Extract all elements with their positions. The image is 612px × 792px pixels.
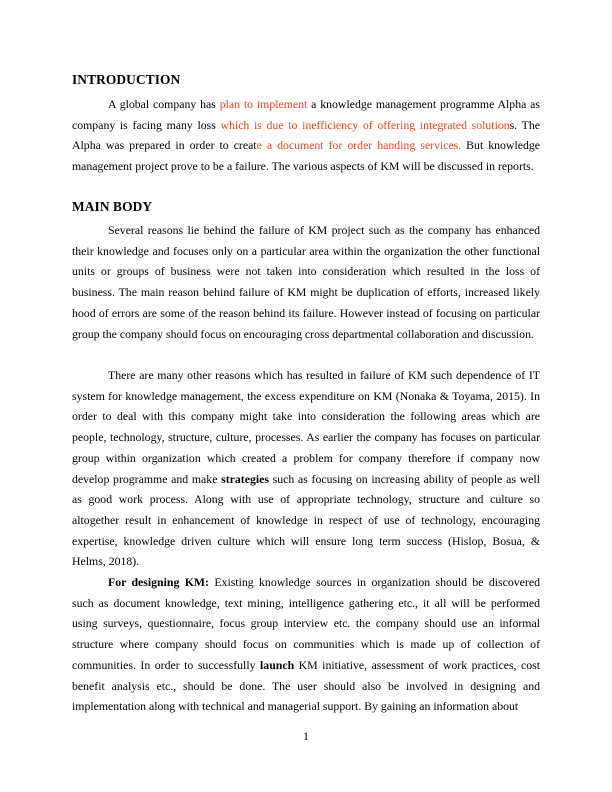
main-body-paragraph-1: Several reasons lie behind the failure of KM project such as the company has enhanced their knowledge and focuses only on a particular area within the organization the other functional units or groups of business were not taken into consideration which resulted in the loss of business. The main reason behind failure of KM might be duplication of efforts, increased likely hood of errors are some of the reason behind its failure. However instead of focusing on particular group the company should focus on encouraging cross departmental collaboration and discussion. [72, 223, 540, 341]
intro-text-1: A global company has [108, 97, 220, 111]
para3-bold-lead: For designing KM: [108, 575, 209, 589]
intro-text-3: s. The Alpha was prepared in order to creat [72, 117, 540, 153]
introduction-paragraph [72, 94, 540, 177]
intro-highlight-2: which is due to inefficiency of offering integrated solution [220, 117, 510, 132]
intro-text-4: But knowledge management project prove to be a failure. The various aspects of KM will be discussed in reports. [72, 138, 540, 174]
para3-text-1: Existing knowledge sources in organization should be discovered such as document knowledge, text mining, intelligence gathering etc., it all will be performed using surveys, questionnaire, focus group interview etc. the company should use an informal structure where company should focus on communities which is made up of collection of communities. In order to successfully [72, 575, 540, 672]
para3-bold-launch: launch [260, 657, 295, 672]
intro-text-2: a knowledge management programme Alpha as company is facing many loss [72, 97, 540, 132]
para2-text-2: such as focusing on increasing ability of people as well as good work process. Along with use of appropriate technology, structure and culture so altogether result in enhancement of knowledge in respect of use of technology, encouraging expertise, knowledge driven culture which will ensure long term success (Hislop, Bosua, & Helms, 2018). [72, 471, 540, 569]
intro-highlight-3: e a document for order handing services. [256, 138, 462, 153]
page-number: 1 [303, 729, 309, 743]
para2-bold-strategies: strategies [221, 471, 269, 486]
para2-text-1: There are many other reasons which has resulted in failure of KM such dependence of IT system for knowledge management, the excess expenditure on KM (Nonaka & Toyama, 2015). In order to deal with this company might take into consideration the following areas which are people, technology, structure, culture, processes. As earlier the company has focuses on particular group within organization which created a problem for company therefore if company now develop programme and make [72, 368, 540, 486]
main-body-paragraph-2 [72, 365, 540, 572]
introduction-heading: INTRODUCTION [72, 72, 181, 87]
main-body-paragraph-3 [72, 572, 540, 717]
main-body-heading: MAIN BODY [72, 199, 153, 214]
intro-highlight-1: plan to implement [219, 97, 312, 111]
para3-text-2: KM initiative, assessment of work practices, cost benefit analysis etc., should be done. The user should also be involved in designing and implementation along with technical and managerial support. By gaining an information about [72, 657, 540, 714]
